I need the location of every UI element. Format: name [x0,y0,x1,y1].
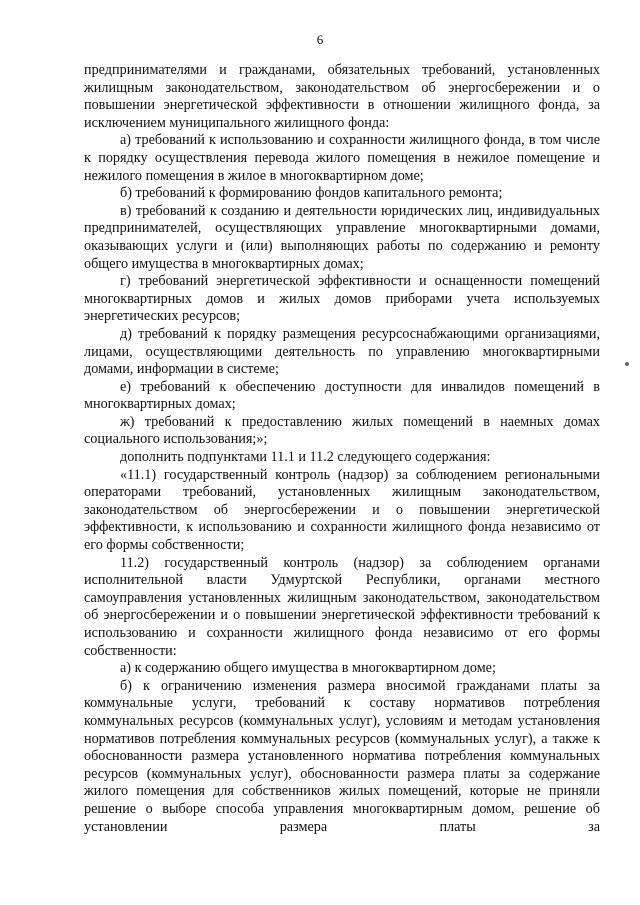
scan-mark [625,362,629,366]
paragraph: ж) требований к предоставлению жилых помещений в наемных домах социального использования;»; [84,413,600,448]
paragraph: г) требований энергетической эффективности и оснащенности помещений многоквартирных домов и жилых домов приборами учета используемых энергетических ресурсов; [84,273,600,325]
paragraph: предпринимателями и гражданами, обязательных требований, установленных жилищным законодательством, законодательством об энергосбережении и о повышении энергетической эффективности в отношении жилищного фонда, за исключением муниципального жилищного фонда: [84,62,600,131]
paragraph: б) требований к формированию фондов капитального ремонта; [120,185,503,202]
paragraph: а) требований к использованию и сохранности жилищного фонда, в том числе к порядку осуществления перевода жилого помещения в нежилое помещение и нежилого помещения в жилое в многоквартирном доме; [84,132,600,184]
paragraph: е) требований к обеспечению доступности для инвалидов помещений в многоквартирных домах; [84,378,600,413]
document-body [84,62,600,836]
paragraph: д) требований к порядку размещения ресурсоснабжающими организациями, лицами, осуществляющими деятельность по управлению многоквартирными домами, информации в системе; [84,325,600,378]
paragraph: в) требований к созданию и деятельности юридических лиц, индивидуальных предпринимателей, осуществляющих управление многоквартирными домами, оказывающих услуги и (или) выполняющих работы по содержанию и ремонту общего имущества в многоквартирных домах; [84,202,600,272]
paragraph: б) к ограничению изменения размера вносимой гражданами платы за коммунальные услуги, требований к составу нормативов потребления коммунальных ресурсов (коммунальных услуг), условиям и методам установления нормативов потребления коммунальных ресурсов (коммунальных услуг), а также к обоснованности размера установленного норматива потребления коммунальных ресурсов (коммунальных услуг), обоснованности размера платы за содержание жилого помещения для собственников жилых помещений, которые не приняли решение о выборе способа управления многоквартирным домом, решение об установлении размера платы за [84,677,600,835]
page-number: 6 [316,32,324,47]
paragraph: 11.2) государственный контроль (надзор) за соблюдением органами исполнительной власти Удмуртской Республики, органами местного самоуправления установленных жилищным законодательством, законодательством об энергосбережении и о повышении энергетической эффективности требований к использованию и сохранности жилищного фонда независимо от его формы собственности: [84,554,600,659]
paragraph: дополнить подпунктами 11.1 и 11.2 следующего содержания: [120,449,491,466]
paragraph: а) к содержанию общего имущества в многоквартирном доме; [120,660,496,677]
paragraph: «11.1) государственный контроль (надзор) за соблюдением региональными операторами требований, установленных жилищным законодательством, законодательством об энергосбережении и о повышении энергетической эффективности, к использованию и сохранности жилищного фонда независимо от его формы собственности; [84,466,600,554]
